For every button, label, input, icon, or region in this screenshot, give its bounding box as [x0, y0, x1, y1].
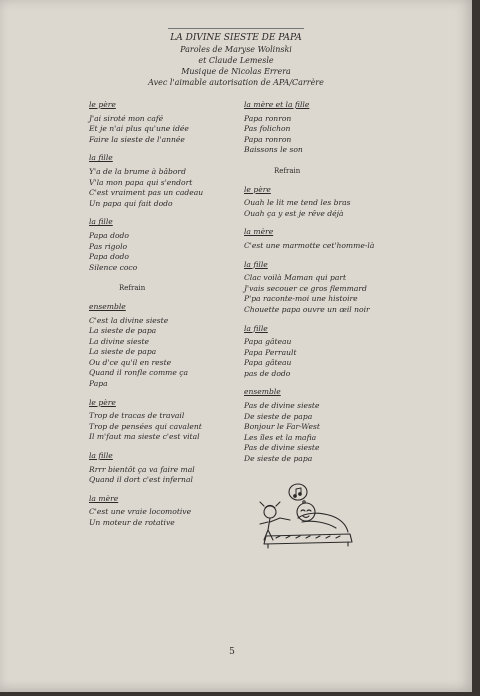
lyric-stanza [89, 316, 239, 390]
credit-line: Paroles de Maryse Wolinski [180, 45, 292, 54]
lyric-line: Trop de tracas de travail [89, 411, 185, 421]
lyric-line: Papa [89, 379, 108, 389]
speaker-label: la fille [244, 259, 268, 269]
lyric-line: Silence coco [89, 262, 138, 272]
speaker-label: la fille [89, 217, 113, 227]
lyric-line: La sieste de papa [89, 347, 157, 357]
sleeping-father-cartoon [246, 478, 358, 550]
lyric-line: Un moteur de rotative [89, 518, 175, 527]
lyric-line: Baissons le son [244, 145, 303, 155]
lyrics-column-left [89, 100, 239, 529]
lyric-line: Ouah ça y est je rêve déjà [244, 208, 344, 218]
lyric-stanza [89, 411, 239, 443]
lyric-line: C'est vraiment pas un cadeau [89, 188, 204, 198]
lyric-line: Ouah le lit me tend les bras [244, 198, 351, 208]
lyric-line: C'est la divine sieste [89, 315, 169, 325]
lyric-line: Y'a de la brume à bâbord [89, 166, 186, 176]
lyric-stanza [244, 198, 394, 219]
lyrics-column-right [244, 100, 394, 465]
lyric-line: La divine sieste [89, 336, 150, 346]
title-rule [168, 28, 304, 29]
lyric-line: Ou d'ce qu'il en reste [89, 357, 172, 367]
speaker-label: la fille [89, 153, 113, 163]
lyric-line: Quand il ronfle comme ça [89, 368, 189, 378]
lyric-line: C'est une vraie locomotive [89, 507, 192, 517]
lyric-line: Clac voilà Maman qui part [244, 273, 347, 283]
lyric-line: Quand il dort c'est infernal [89, 475, 193, 485]
lyric-line: Bonjour le Far-West [244, 422, 320, 432]
lyric-line: Papa ronron [244, 134, 292, 144]
refrain-label: Refrain [119, 284, 146, 293]
lyric-line: P'pa raconte-moi une histoire [244, 294, 358, 304]
lyric-line: Pas folichon [244, 124, 291, 134]
lyric-stanza [244, 241, 394, 252]
credit-line: Musique de Nicolas Errera [181, 67, 291, 76]
lyric-line: V'la mon papa qui s'endort [89, 177, 193, 187]
song-title: LA DIVINE SIESTE DE PAPA [170, 33, 302, 43]
lyric-stanza [89, 167, 239, 209]
lyric-line: Les îles et la mafia [244, 432, 317, 442]
lyric-stanza [244, 337, 394, 379]
speaker-label: la mère et la fille [244, 100, 310, 109]
lyric-line: La sieste de papa [89, 326, 157, 336]
lyric-line: Et je n'ai plus qu'une idée [89, 124, 189, 134]
lyric-stanza [244, 273, 394, 315]
lyric-stanza [89, 231, 239, 273]
lyric-line: Papa gâteau [244, 358, 292, 368]
lyric-stanza [89, 507, 239, 528]
lyric-line: Papa Perrault [244, 347, 297, 357]
lyric-line: Un papa qui fait dodo [89, 198, 173, 208]
speaker-label: ensemble [89, 301, 126, 311]
lyric-line: Papa ronron [244, 113, 292, 123]
lyric-line: Trop de pensées qui cavalent [89, 421, 202, 431]
speaker-label: le père [89, 100, 116, 109]
lyric-line: Pas de divine sieste [244, 401, 320, 411]
speaker-label: le père [244, 184, 271, 194]
lyric-line: Papa dodo [89, 252, 129, 262]
refrain-label: Refrain [274, 166, 301, 175]
lyric-line: De sieste de papa [244, 411, 313, 421]
lyric-line: J'ai siroté mon café [89, 113, 164, 123]
speaker-label: le père [89, 397, 116, 407]
lyric-line: Pas de divine sieste [244, 443, 320, 453]
lyric-line: De sieste de papa [244, 454, 313, 464]
speaker-label: la fille [89, 451, 113, 461]
speaker-label: la fille [244, 323, 268, 333]
lyric-line: pas de dodo [244, 368, 291, 378]
lyric-line: Papa gâteau [244, 337, 292, 347]
lyric-stanza [244, 401, 394, 465]
lyric-line: Faire la sieste de l'année [89, 134, 185, 144]
lyric-line: Rrrr bientôt ça va faire mal [89, 464, 195, 474]
page-number: 5 [229, 647, 235, 657]
lyric-stanza [89, 465, 239, 486]
speaker-label: ensemble [244, 387, 281, 397]
credit-line: Avec l'aimable autorisation de APA/Carrère [148, 78, 324, 87]
lyric-stanza [244, 114, 394, 156]
credit-line: et Claude Lemesle [198, 56, 274, 65]
lyric-line: Pas rigolo [89, 241, 128, 251]
lyric-line: Papa dodo [89, 230, 129, 240]
speaker-label: la mère [244, 227, 274, 237]
lyric-line: Il m'faut ma sieste c'est vital [89, 432, 200, 442]
song-header [100, 32, 372, 88]
lyric-line: Chouette papa ouvre un œil noir [244, 304, 370, 314]
lyric-line: J'vais secouer ce gros flemmard [244, 283, 367, 293]
speaker-label: la mère [89, 493, 119, 503]
lyric-line: C'est une marmotte cet'homme-là [244, 240, 375, 250]
lyric-stanza [89, 114, 239, 146]
